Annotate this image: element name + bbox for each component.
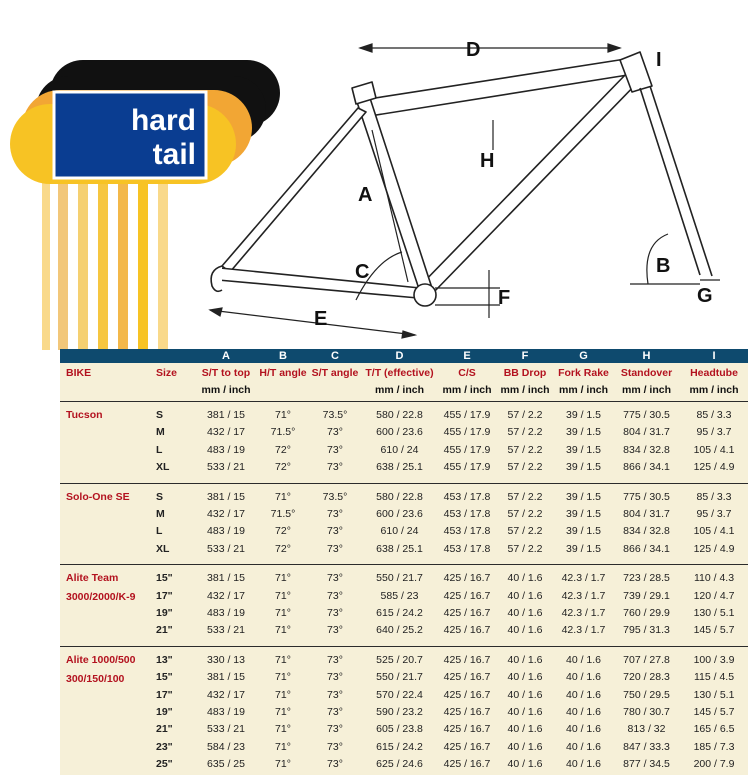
table-cell: 40 / 1.6	[507, 607, 543, 619]
table-cell: 425 / 16.7	[443, 740, 491, 753]
table-cell: 130 / 5.1	[693, 607, 735, 619]
column-header: Size	[156, 367, 178, 379]
table-cell: 110 / 4.3	[693, 572, 735, 585]
table-cell: 42.3 / 1.7	[561, 624, 606, 637]
logo-tail: tail	[152, 138, 196, 171]
table-cell: 584 / 23	[207, 740, 245, 753]
table-cell: 723 / 28.5	[623, 572, 670, 585]
label-f: F	[498, 287, 511, 309]
table-cell: 330 / 13	[207, 653, 245, 666]
geometry-spec-table	[60, 349, 748, 775]
table-cell: 381 / 15	[207, 409, 245, 421]
table-cell: 71.5°	[270, 426, 296, 439]
table-cell: 57 / 2.2	[507, 426, 543, 439]
column-unit: mm / inch	[621, 384, 671, 396]
column-letter-c: C	[331, 350, 339, 362]
label-b: B	[656, 255, 671, 277]
size-cell: 21"	[156, 723, 173, 736]
table-cell: 40 / 1.6	[507, 572, 543, 585]
table-cell: 425 / 16.7	[443, 624, 491, 637]
label-d: D	[466, 39, 481, 61]
table-cell: 73°	[327, 508, 343, 520]
table-cell: 760 / 29.9	[623, 607, 670, 619]
size-cell: 23"	[156, 740, 173, 753]
table-cell: 40 / 1.6	[565, 688, 602, 701]
table-cell: 71.5°	[270, 508, 296, 520]
table-cell: 185 / 7.3	[693, 740, 735, 753]
table-cell: 804 / 31.7	[623, 426, 670, 439]
size-cell: L	[156, 443, 163, 456]
table-cell: 73°	[327, 723, 343, 736]
table-cell: 425 / 16.7	[443, 688, 491, 701]
column-header: S/T to top	[201, 367, 251, 379]
table-cell: 40 / 1.6	[507, 723, 543, 736]
table-cell: 483 / 19	[207, 607, 245, 619]
column-unit: mm / inch	[374, 384, 424, 396]
size-cell: 15"	[156, 572, 173, 585]
table-cell: 71°	[275, 723, 291, 736]
table-cell: 57 / 2.2	[507, 525, 543, 538]
table-cell: 813 / 32	[627, 723, 666, 736]
table-cell: 165 / 6.5	[693, 723, 735, 736]
table-cell: 866 / 34.1	[623, 461, 670, 474]
table-cell: 720 / 28.3	[623, 671, 670, 684]
table-cell: 804 / 31.7	[623, 508, 670, 520]
table-cell: 57 / 2.2	[507, 443, 543, 456]
table-cell: 615 / 24.2	[376, 607, 423, 619]
bike-name: 3000/2000/K-9	[66, 591, 136, 604]
table-cell: 73°	[327, 426, 343, 439]
table-cell: 533 / 21	[207, 542, 245, 555]
table-cell: 877 / 34.5	[623, 758, 670, 771]
column-letter-f: F	[521, 350, 529, 362]
table-cell: 71°	[275, 607, 291, 619]
column-unit: mm / inch	[500, 384, 550, 396]
table-cell: 73.5°	[322, 409, 348, 421]
table-cell: 750 / 29.5	[623, 688, 670, 701]
table-cell: 453 / 17.8	[443, 525, 491, 538]
size-cell: XL	[156, 542, 170, 555]
table-cell: 71°	[275, 758, 291, 771]
table-cell: 739 / 29.1	[623, 589, 670, 602]
table-cell: 40 / 1.6	[507, 688, 543, 701]
table-cell: 432 / 17	[207, 589, 245, 602]
table-cell: 105 / 4.1	[693, 525, 735, 538]
table-cell: 533 / 21	[207, 723, 245, 736]
table-cell: 40 / 1.6	[565, 740, 602, 753]
bike-name: Solo-One SE	[66, 490, 130, 503]
table-cell: 73°	[327, 671, 343, 684]
table-cell: 638 / 25.1	[376, 461, 423, 474]
table-cell: 39 / 1.5	[565, 409, 602, 421]
column-unit: mm / inch	[442, 384, 492, 396]
size-cell: 25"	[156, 758, 173, 771]
group-separator	[60, 401, 748, 402]
group-separator	[60, 564, 748, 565]
table-cell: 600 / 23.6	[376, 426, 423, 439]
table-cell: 625 / 24.6	[376, 758, 423, 771]
size-cell: 13"	[156, 653, 173, 666]
table-cell: 381 / 15	[207, 490, 245, 503]
table-cell: 145 / 5.7	[693, 706, 735, 718]
table-cell: 85 / 3.3	[696, 490, 732, 503]
table-cell: 57 / 2.2	[507, 508, 543, 520]
table-cell: 381 / 15	[207, 572, 245, 585]
table-cell: 73°	[327, 589, 343, 602]
label-h: H	[480, 150, 495, 172]
table-cell: 638 / 25.1	[376, 542, 423, 555]
column-letter-d: D	[395, 350, 404, 362]
table-cell: 100 / 3.9	[693, 653, 735, 666]
column-unit: mm / inch	[558, 384, 608, 396]
table-cell: 425 / 16.7	[443, 589, 491, 602]
table-cell: 455 / 17.9	[443, 426, 491, 439]
table-cell: 73°	[327, 740, 343, 753]
label-g: G	[697, 285, 713, 307]
table-cell: 72°	[275, 525, 291, 538]
table-cell: 425 / 16.7	[443, 723, 491, 736]
label-c: C	[355, 261, 370, 283]
table-cell: 40 / 1.6	[507, 653, 543, 666]
table-cell: 525 / 20.7	[376, 653, 423, 666]
table-cell: 85 / 3.3	[696, 409, 732, 421]
table-cell: 115 / 4.5	[693, 671, 735, 684]
table-cell: 73°	[327, 572, 343, 585]
table-cell: 40 / 1.6	[565, 653, 602, 666]
column-header: C/S	[458, 367, 476, 379]
column-header: H/T angle	[259, 367, 307, 379]
table-cell: 200 / 7.9	[693, 758, 735, 771]
table-cell: 125 / 4.9	[693, 461, 735, 474]
table-cell: 40 / 1.6	[507, 589, 543, 602]
table-cell: 39 / 1.5	[565, 525, 602, 538]
table-cell: 600 / 23.6	[376, 508, 423, 520]
column-header: T/T (effective)	[365, 367, 434, 379]
table-cell: 580 / 22.8	[376, 409, 423, 421]
column-letter-g: G	[579, 350, 588, 362]
label-a: A	[358, 184, 373, 206]
table-cell: 57 / 2.2	[507, 461, 543, 474]
table-cell: 455 / 17.9	[443, 409, 491, 421]
column-unit: mm / inch	[201, 384, 251, 396]
table-cell: 381 / 15	[207, 671, 245, 684]
table-cell: 71°	[275, 589, 291, 602]
bike-name: Tucson	[66, 409, 103, 421]
table-cell: 73°	[327, 542, 343, 555]
table-cell: 40 / 1.6	[507, 624, 543, 637]
table-cell: 73°	[327, 706, 343, 718]
table-cell: 425 / 16.7	[443, 653, 491, 666]
table-cell: 73°	[327, 461, 343, 474]
table-cell: 775 / 30.5	[623, 409, 670, 421]
table-cell: 95 / 3.7	[696, 426, 732, 439]
table-cell: 42.3 / 1.7	[561, 607, 606, 619]
table-cell: 71°	[275, 490, 291, 503]
column-header: Headtube	[690, 367, 738, 379]
table-cell: 707 / 27.8	[623, 653, 670, 666]
label-e: E	[314, 308, 328, 330]
table-cell: 40 / 1.6	[507, 671, 543, 684]
column-header: Fork Rake	[558, 367, 609, 379]
table-cell: 425 / 16.7	[443, 607, 491, 619]
table-cell: 780 / 30.7	[623, 706, 670, 718]
table-cell: 57 / 2.2	[507, 542, 543, 555]
table-cell: 635 / 25	[207, 758, 245, 771]
table-cell: 455 / 17.9	[443, 443, 491, 456]
table-cell: 73.5°	[322, 490, 348, 503]
size-cell: M	[156, 426, 165, 439]
table-cell: 453 / 17.8	[443, 542, 491, 555]
table-cell: 425 / 16.7	[443, 671, 491, 684]
table-cell: 615 / 24.2	[376, 740, 423, 753]
table-cell: 120 / 4.7	[693, 589, 735, 602]
table-cell: 57 / 2.2	[507, 490, 543, 503]
size-cell: L	[156, 525, 163, 538]
table-cell: 610 / 24	[380, 525, 419, 538]
table-cell: 453 / 17.8	[443, 490, 491, 503]
table-cell: 432 / 17	[207, 508, 245, 520]
table-cell: 533 / 21	[207, 461, 245, 474]
table-cell: 590 / 23.2	[376, 706, 423, 718]
table-cell: 42.3 / 1.7	[561, 572, 606, 585]
size-cell: S	[156, 490, 164, 503]
table-cell: 550 / 21.7	[376, 671, 423, 684]
table-cell: 847 / 33.3	[623, 740, 670, 753]
table-cell: 71°	[275, 671, 291, 684]
table-cell: 866 / 34.1	[623, 542, 670, 555]
table-cell: 580 / 22.8	[376, 490, 423, 503]
size-cell: XL	[156, 461, 170, 474]
column-unit: mm / inch	[689, 384, 739, 396]
size-cell: M	[156, 508, 165, 520]
table-cell: 73°	[327, 624, 343, 637]
column-letter-i: I	[712, 350, 716, 362]
table-cell: 39 / 1.5	[565, 426, 602, 439]
table-cell: 483 / 19	[207, 443, 245, 456]
table-cell: 795 / 31.3	[623, 624, 670, 637]
table-cell: 105 / 4.1	[693, 443, 735, 456]
table-cell: 72°	[275, 542, 291, 555]
table-cell: 71°	[275, 688, 291, 701]
table-cell: 550 / 21.7	[376, 572, 423, 585]
table-cell: 145 / 5.7	[693, 624, 735, 637]
size-cell: S	[156, 409, 164, 421]
table-cell: 40 / 1.6	[507, 758, 543, 771]
table-cell: 483 / 19	[207, 525, 245, 538]
logo-hard: hard	[130, 104, 196, 137]
table-cell: 72°	[275, 443, 291, 456]
table-cell: 40 / 1.6	[565, 758, 602, 771]
table-cell: 39 / 1.5	[565, 490, 602, 503]
table-cell: 73°	[327, 607, 343, 619]
table-cell: 73°	[327, 443, 343, 456]
table-cell: 425 / 16.7	[443, 572, 491, 585]
column-letter-h: H	[642, 350, 651, 362]
group-separator	[60, 483, 748, 484]
table-cell: 40 / 1.6	[565, 723, 602, 736]
table-cell: 39 / 1.5	[565, 443, 602, 456]
table-cell: 640 / 25.2	[376, 624, 423, 637]
table-cell: 125 / 4.9	[693, 542, 735, 555]
size-cell: 19"	[156, 607, 173, 619]
column-header: BB Drop	[503, 367, 547, 379]
table-cell: 71°	[275, 706, 291, 718]
column-letter-b: B	[279, 350, 287, 362]
table-cell: 71°	[275, 653, 291, 666]
table-cell: 72°	[275, 461, 291, 474]
bike-name: Alite 1000/500	[66, 653, 136, 666]
table-cell: 71°	[275, 572, 291, 585]
bike-name: Alite Team	[66, 572, 119, 585]
table-cell: 834 / 32.8	[623, 443, 670, 456]
table-cell: 432 / 17	[207, 426, 245, 439]
table-cell: 610 / 24	[380, 443, 419, 456]
table-cell: 73°	[327, 688, 343, 701]
table-cell: 585 / 23	[380, 589, 419, 602]
table-cell: 605 / 23.8	[376, 723, 423, 736]
table-cell: 40 / 1.6	[507, 706, 543, 718]
table-cell: 42.3 / 1.7	[561, 589, 606, 602]
column-header: Standover	[620, 367, 673, 379]
size-cell: 19"	[156, 706, 173, 718]
table-cell: 71°	[275, 409, 291, 421]
bike-name: 300/150/100	[66, 672, 125, 685]
size-cell: 21"	[156, 624, 173, 637]
table-cell: 73°	[327, 525, 343, 538]
label-i: I	[656, 49, 662, 71]
table-cell: 425 / 16.7	[443, 758, 491, 771]
column-letter-e: E	[463, 350, 471, 362]
table-cell: 453 / 17.8	[443, 508, 491, 520]
table-cell: 39 / 1.5	[565, 461, 602, 474]
frame-geometry-diagram	[200, 20, 750, 340]
group-separator	[60, 646, 748, 647]
table-cell: 71°	[275, 740, 291, 753]
table-cell: 39 / 1.5	[565, 542, 602, 555]
table-cell: 95 / 3.7	[696, 508, 732, 520]
size-cell: 17"	[156, 589, 173, 602]
table-cell: 73°	[327, 758, 343, 771]
table-cell: 39 / 1.5	[565, 508, 602, 520]
table-cell: 775 / 30.5	[623, 490, 670, 503]
table-cell: 425 / 16.7	[443, 706, 491, 718]
table-cell: 73°	[327, 653, 343, 666]
table-cell: 57 / 2.2	[507, 409, 543, 421]
column-header: BIKE	[66, 367, 92, 379]
table-cell: 71°	[275, 624, 291, 637]
table-cell: 40 / 1.6	[565, 671, 602, 684]
table-cell: 40 / 1.6	[565, 706, 602, 718]
table-cell: 834 / 32.8	[623, 525, 670, 538]
table-cell: 533 / 21	[207, 624, 245, 637]
table-cell: 570 / 22.4	[376, 688, 423, 701]
table-cell: 455 / 17.9	[443, 461, 491, 474]
table-cell: 130 / 5.1	[693, 688, 735, 701]
column-header: S/T angle	[311, 367, 359, 379]
table-cell: 483 / 19	[207, 706, 245, 718]
column-letter-a: A	[222, 350, 230, 362]
table-cell: 432 / 17	[207, 688, 245, 701]
table-cell: 40 / 1.6	[507, 740, 543, 753]
size-cell: 15"	[156, 671, 173, 684]
size-cell: 17"	[156, 688, 173, 701]
